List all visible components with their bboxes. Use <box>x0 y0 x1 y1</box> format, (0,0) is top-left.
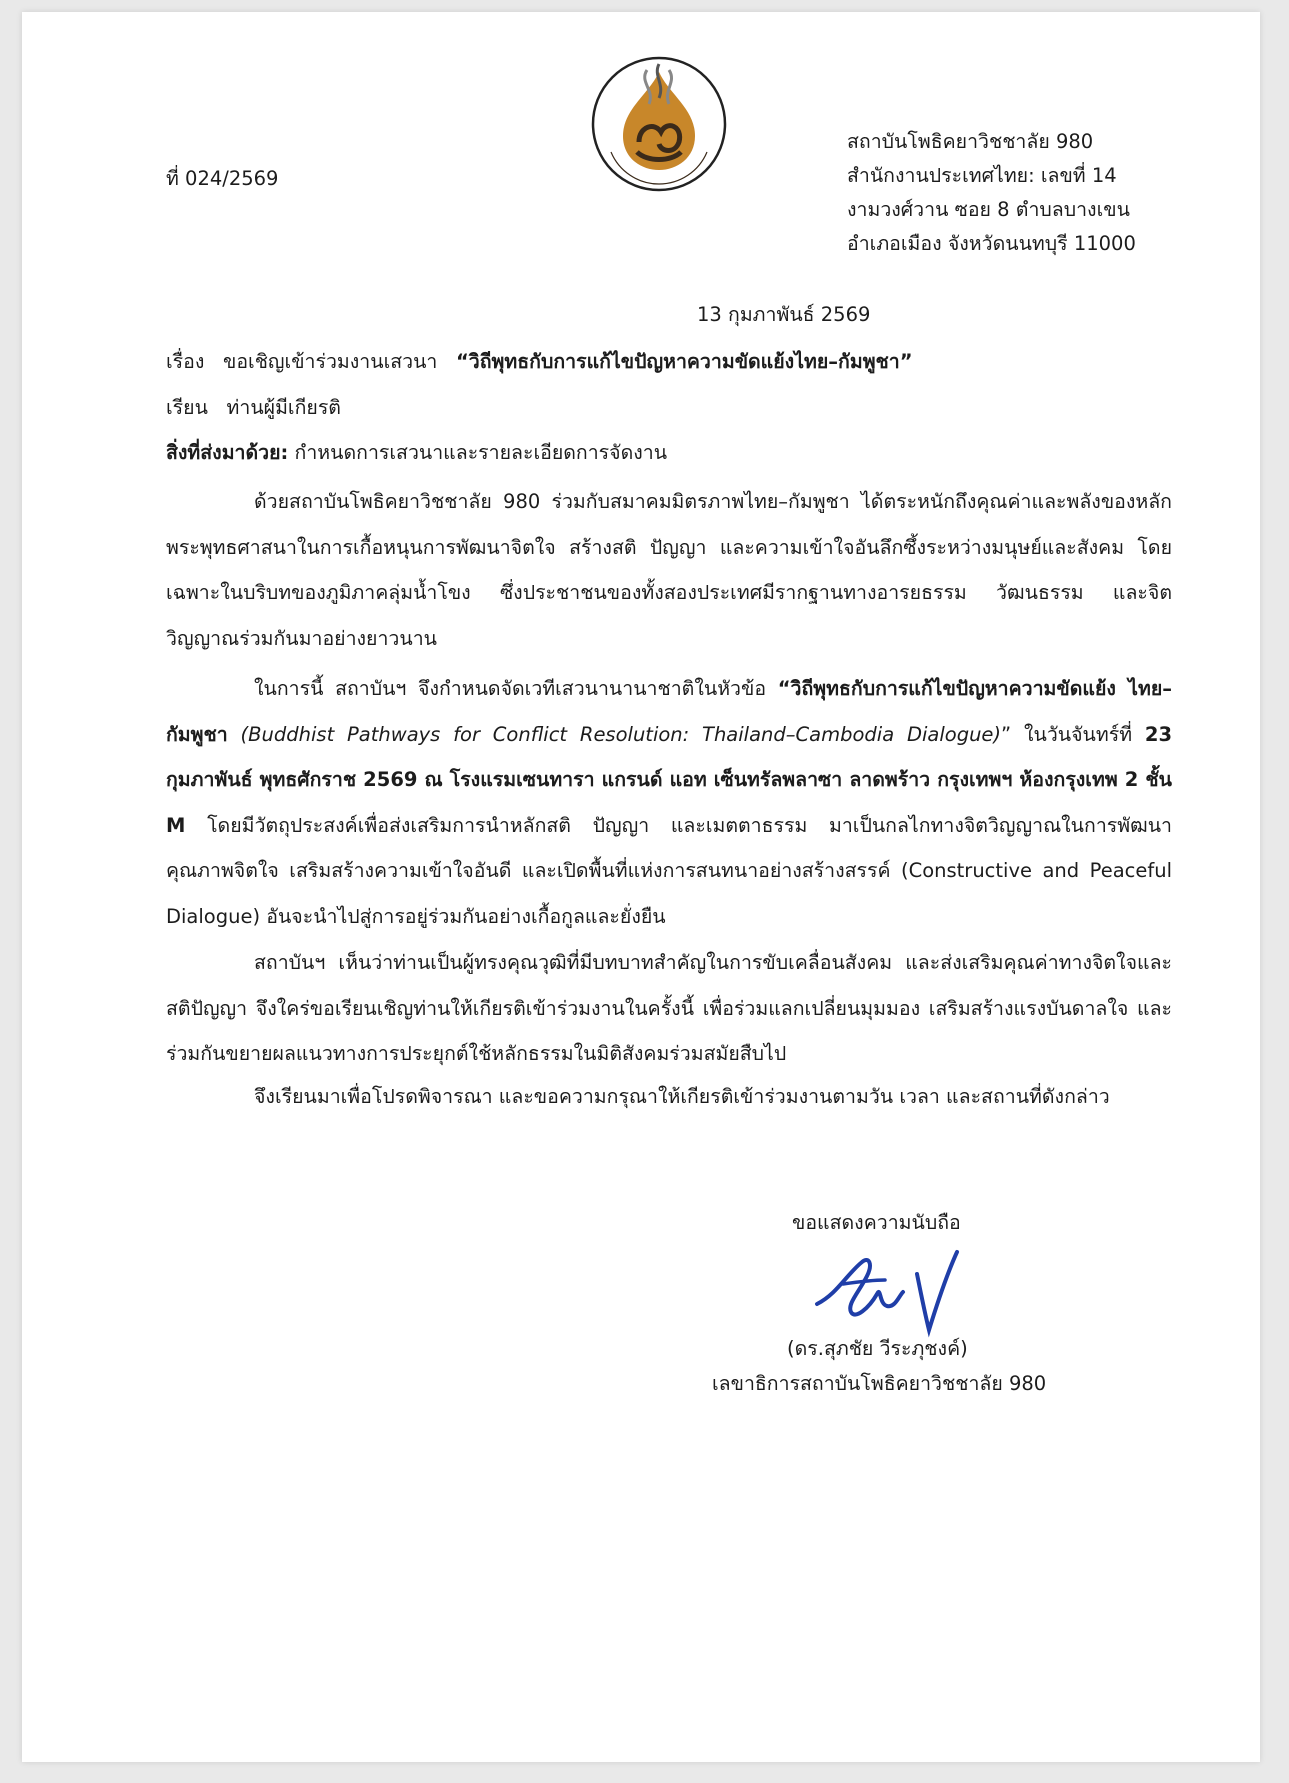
event-details: 23 กุมภาพันธ์ พุทธศักราช 2569 ณ โรงแรมเซนทารา แกรนด์ แอท เซ็นทรัลพลาซา ลาดพร้าว กรุงเทพฯ ห้องกรุงเทพ 2 ชั้น M <box>166 722 1173 837</box>
subject-title: “วิถีพุทธกับการแก้ไขปัญหาความขัดแย้งไทย–กัมพูชา” <box>455 350 913 373</box>
enclosure-text: กำหนดการเสวนาและรายละเอียดการจัดงาน <box>294 441 668 464</box>
event-title-close-quote: ” <box>1001 722 1012 746</box>
address-line-1: สถาบันโพธิคยาวิชชาลัย 980 <box>847 130 1094 153</box>
enclosure-label: สิ่งที่ส่งมาด้วย: <box>166 441 289 464</box>
signer-position: เลขาธิการสถาบันโพธิคยาวิชชาลัย 980 <box>712 1372 1047 1395</box>
address-line-2: สำนักงานประเทศไทย: เลขที่ 14 <box>847 164 1117 187</box>
enclosure-line <box>166 436 667 470</box>
body-paragraph-1: ด้วยสถาบันโพธิคยาวิชชาลัย 980 ร่วมกับสมาคมมิตรภาพไทย–กัมพูชา ได้ตระหนักถึงคุณค่าและพลังของหลักพระพุทธศาสนาในการเกื้อหนุนการพัฒนาจิตใจ สร้างสติ ปัญญา และความเข้าใจอันลึกซึ้งระหว่างมนุษย์และสังคม โดยเฉพาะในบริบทของภูมิภาคลุ่มน้ำโขง ซึ่งประชาชนของทั้งสองประเทศมีรากฐานทางอารยธรรม วัฒนธรรม และจิตวิญญาณร่วมกันมาอย่างยาวนาน <box>166 490 1172 650</box>
subject-text: ขอเชิญเข้าร่วมงานเสวนา <box>222 350 438 373</box>
letter-page <box>22 12 1260 1762</box>
event-title-thai: “วิถีพุทธกับการแก้ไขปัญหาความขัดแย้ง ไทย– กัมพูชา <box>166 677 1172 746</box>
body-paragraph-2 <box>166 666 1172 939</box>
paragraph2-date-intro: ในวันจันทร์ที่ <box>1023 722 1133 746</box>
body-paragraph-4: จึงเรียนมาเพื่อโปรดพิจารณา และขอความกรุณาให้เกียรติเข้าร่วมงานตามวัน เวลา และสถานที่ดังกล่าว <box>254 1085 1110 1108</box>
subject-label: เรื่อง <box>166 350 205 373</box>
paragraph2-objective: โดยมีวัตถุประสงค์เพื่อส่งเสริมการนำหลักสติ ปัญญา และเมตตาธรรม มาเป็นกลไกทางจิตวิญญาณในการพัฒนาคุณภาพจิตใจ เสริมสร้างความเข้าใจอันดี และเปิดพื้นที่แห่งการสนทนาอย่างสร้างสรรค์ (Constructive and Peaceful Dialogue) อันจะนำไปสู่การอยู่ร่วมกันอย่างเกื้อกูลและยั่งยืน <box>166 813 1172 928</box>
letter-date: 13 กุมภาพันธ์ 2569 <box>697 303 871 326</box>
signature <box>807 1234 977 1344</box>
sender-address <box>847 125 1136 261</box>
to-label: เรียน <box>166 396 208 419</box>
institute-logo <box>589 54 729 194</box>
address-line-3: งามวงศ์วาน ซอย 8 ตำบลบางเขน <box>847 198 1130 221</box>
address-line-4: อำเภอเมือง จังหวัดนนทบุรี 11000 <box>847 232 1136 255</box>
closing-salutation: ขอแสดงความนับถือ <box>792 1211 961 1234</box>
salutation-line <box>166 391 341 425</box>
paragraph2-intro: ในการนี้ สถาบันฯ จึงกำหนดจัดเวทีเสวนานานาชาติในหัวข้อ <box>254 677 767 700</box>
event-title-english: (Buddhist Pathways for Conflict Resolution: Thailand–Cambodia Dialogue) <box>240 722 1002 746</box>
subject-line <box>166 345 913 379</box>
body-paragraph-3: สถาบันฯ เห็นว่าท่านเป็นผู้ทรงคุณวุฒิที่มีบทบาทสำคัญในการขับเคลื่อนสังคม และส่งเสริมคุณค่าทางจิตใจและสติปัญญา จึงใคร่ขอเรียนเชิญท่านให้เกียรติเข้าร่วมงานในครั้งนี้ เพื่อร่วมแลกเปลี่ยนมุมมอง เสริมสร้างแรงบันดาลใจ และร่วมกันขยายผลแนวทางการประยุกต์ใช้หลักธรรมในมิติสังคมร่วมสมัยสืบไป <box>166 951 1172 1065</box>
document-number: ที่ 024/2569 <box>166 167 279 190</box>
to-text: ท่านผู้มีเกียรติ <box>226 396 341 419</box>
signer-name: (ดร.สุภชัย วีระภุชงค์) <box>787 1337 968 1360</box>
